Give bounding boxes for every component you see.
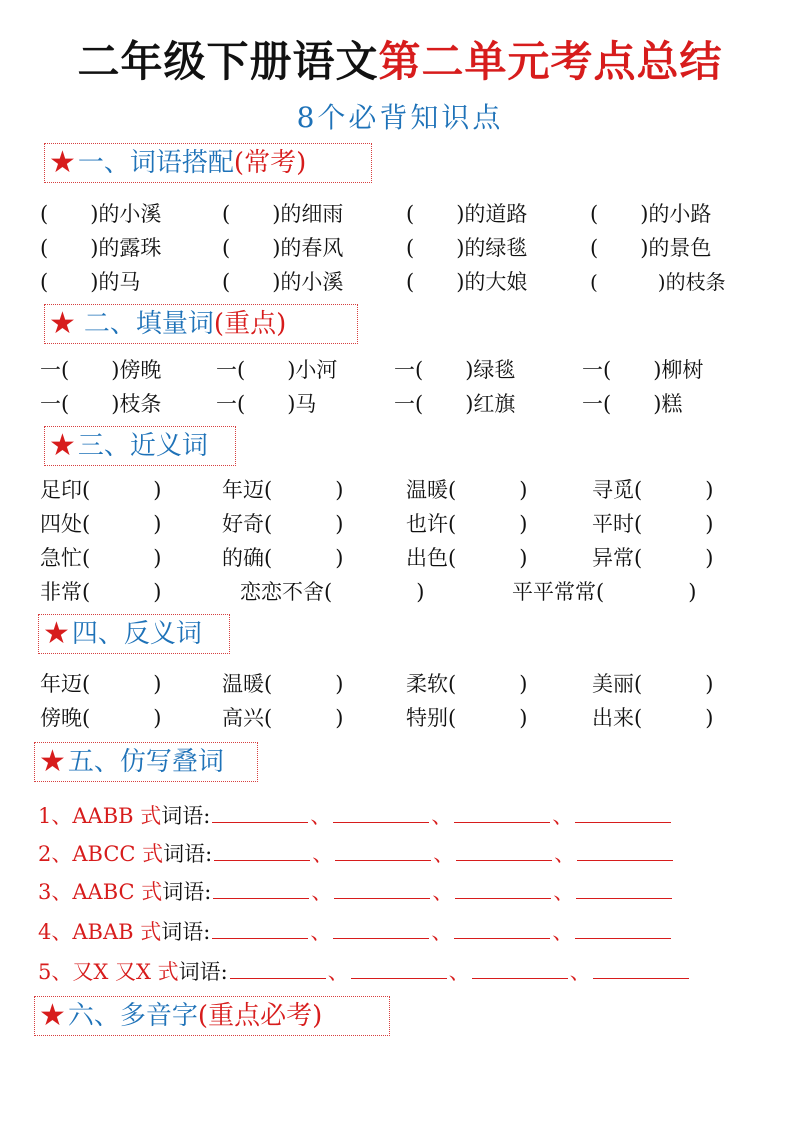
- reduplication-label: 4、ABAB 式: [38, 920, 162, 944]
- collocation-item: ( )的小溪: [40, 202, 162, 226]
- measure-row: [0, 388, 800, 420]
- answer-blank[interactable]: [454, 800, 550, 823]
- measure-item: 一( )小河: [216, 358, 338, 382]
- section-header-measure-words: [44, 304, 358, 344]
- collocation-item: ( )的露珠: [40, 236, 162, 260]
- synonym-item: 平时( ): [592, 512, 714, 536]
- answer-blank[interactable]: [472, 956, 568, 979]
- star-icon: ★: [49, 145, 76, 180]
- synonym-row: [0, 542, 800, 574]
- synonym-item: 异常( ): [592, 546, 714, 570]
- separator: 、: [431, 804, 453, 828]
- separator: 、: [552, 804, 574, 828]
- separator: 、: [448, 960, 470, 984]
- star-icon: ★: [43, 616, 70, 651]
- section-title: 一、词语搭配: [77, 148, 234, 178]
- reduplication-label: 1、AABB 式: [38, 804, 162, 828]
- antonym-item: 年迈( ): [40, 672, 162, 696]
- title-black-part: 二年级下册语文: [77, 37, 379, 86]
- separator: 、: [552, 920, 574, 944]
- section-header-reduplication: [34, 742, 258, 782]
- answer-blank[interactable]: [454, 916, 550, 939]
- answer-blank[interactable]: [576, 876, 672, 899]
- answer-blank[interactable]: [333, 800, 429, 823]
- antonym-item: 特别( ): [406, 706, 528, 730]
- section-title: 四、反义词: [71, 619, 202, 649]
- collocation-item: ( )的小溪: [222, 270, 344, 294]
- reduplication-suffix: 词语:: [178, 960, 228, 984]
- antonym-item: 柔软( ): [406, 672, 528, 696]
- section-title: 三、近义词: [77, 431, 208, 461]
- answer-blank[interactable]: [213, 876, 309, 899]
- section-note: (重点): [213, 309, 287, 339]
- collocation-item: ( )的马: [40, 270, 141, 294]
- star-icon: ★: [49, 428, 76, 463]
- synonym-item: 急忙( ): [40, 546, 162, 570]
- page-subtitle: 8个必背知识点: [296, 101, 504, 134]
- collocation-item: ( )的景色: [590, 236, 712, 260]
- section-title: 五、仿写叠词: [67, 747, 224, 777]
- separator: 、: [554, 842, 576, 866]
- reduplication-label: 5、又X 又X 式: [38, 960, 179, 984]
- collocation-item: ( )的枝条: [590, 270, 726, 294]
- collocation-item: ( )的细雨: [222, 202, 344, 226]
- answer-blank[interactable]: [333, 916, 429, 939]
- reduplication-suffix: 词语:: [163, 842, 213, 866]
- answer-blank[interactable]: [214, 838, 310, 861]
- measure-item: 一( )枝条: [40, 392, 162, 416]
- reduplication-label: 2、ABCC 式: [38, 842, 164, 866]
- synonym-row: [0, 508, 800, 540]
- reduplication-row: [38, 838, 675, 870]
- measure-item: 一( )红旗: [394, 392, 516, 416]
- measure-item: 一( )糕: [582, 392, 683, 416]
- separator: 、: [431, 920, 453, 944]
- synonym-item: 非常( ): [40, 580, 162, 604]
- section-note: (常考): [233, 148, 307, 178]
- separator: 、: [312, 842, 334, 866]
- section-title: 六、多音字: [67, 1001, 198, 1031]
- section-title: 二、填量词: [83, 309, 214, 339]
- separator: 、: [311, 880, 333, 904]
- synonym-item: 恋恋不舍( ): [240, 580, 425, 604]
- measure-item: 一( )绿毯: [394, 358, 516, 382]
- collocation-item: ( )的春风: [222, 236, 344, 260]
- title-red-part: 第二单元考点总结: [378, 37, 723, 86]
- answer-blank[interactable]: [334, 876, 430, 899]
- collocation-row: [0, 232, 800, 264]
- answer-blank[interactable]: [456, 838, 552, 861]
- synonym-item: 温暖( ): [406, 478, 528, 502]
- reduplication-row: [38, 800, 673, 832]
- synonym-item: 寻觅( ): [592, 478, 714, 502]
- answer-blank[interactable]: [351, 956, 447, 979]
- reduplication-suffix: 词语:: [161, 804, 211, 828]
- answer-blank[interactable]: [593, 956, 689, 979]
- antonym-item: 美丽( ): [592, 672, 714, 696]
- collocation-item: ( )的道路: [406, 202, 528, 226]
- reduplication-row: [38, 956, 691, 988]
- reduplication-suffix: 词语:: [161, 920, 211, 944]
- answer-blank[interactable]: [335, 838, 431, 861]
- measure-item: 一( )傍晚: [40, 358, 162, 382]
- collocation-item: ( )的小路: [590, 202, 712, 226]
- section-header-antonyms: [38, 614, 230, 654]
- separator: 、: [310, 804, 332, 828]
- star-icon: ★: [39, 744, 66, 779]
- collocation-item: ( )的大娘: [406, 270, 528, 294]
- answer-blank[interactable]: [212, 916, 308, 939]
- antonym-row: [0, 702, 800, 734]
- measure-item: 一( )马: [216, 392, 317, 416]
- antonym-item: 高兴( ): [222, 706, 344, 730]
- measure-row: [0, 354, 800, 386]
- synonym-item: 足印( ): [40, 478, 162, 502]
- star-icon: ★: [39, 998, 66, 1033]
- separator: 、: [327, 960, 349, 984]
- separator: 、: [553, 880, 575, 904]
- separator: 、: [433, 842, 455, 866]
- answer-blank[interactable]: [455, 876, 551, 899]
- page-title: [0, 34, 800, 90]
- antonym-item: 温暖( ): [222, 672, 344, 696]
- answer-blank[interactable]: [230, 956, 326, 979]
- synonym-item: 四处( ): [40, 512, 162, 536]
- section-header-collocation: [44, 143, 372, 183]
- separator: 、: [310, 920, 332, 944]
- antonym-row: [0, 668, 800, 700]
- answer-blank[interactable]: [577, 838, 673, 861]
- reduplication-suffix: 词语:: [162, 880, 212, 904]
- synonym-row: [0, 576, 800, 608]
- section-header-synonyms: [44, 426, 236, 466]
- separator: 、: [432, 880, 454, 904]
- section-note: (重点必考): [197, 1001, 323, 1031]
- antonym-item: 出来( ): [592, 706, 714, 730]
- answer-blank[interactable]: [212, 800, 308, 823]
- collocation-item: ( )的绿毯: [406, 236, 528, 260]
- synonym-item: 的确( ): [222, 546, 344, 570]
- section-header-polyphones: [34, 996, 390, 1036]
- synonym-item: 好奇( ): [222, 512, 344, 536]
- reduplication-row: [38, 916, 673, 948]
- synonym-item: 平平常常( ): [512, 580, 697, 604]
- measure-item: 一( )柳树: [582, 358, 704, 382]
- reduplication-label: 3、AABC 式: [38, 880, 163, 904]
- synonym-item: 出色( ): [406, 546, 528, 570]
- separator: 、: [569, 960, 591, 984]
- star-icon: ★: [49, 306, 76, 341]
- antonym-item: 傍晚( ): [40, 706, 162, 730]
- answer-blank[interactable]: [575, 916, 671, 939]
- synonym-item: 也许( ): [406, 512, 528, 536]
- synonym-row: [0, 474, 800, 506]
- synonym-item: 年迈( ): [222, 478, 344, 502]
- answer-blank[interactable]: [575, 800, 671, 823]
- collocation-row: [0, 266, 800, 298]
- reduplication-row: [38, 876, 674, 908]
- collocation-row: [0, 198, 800, 230]
